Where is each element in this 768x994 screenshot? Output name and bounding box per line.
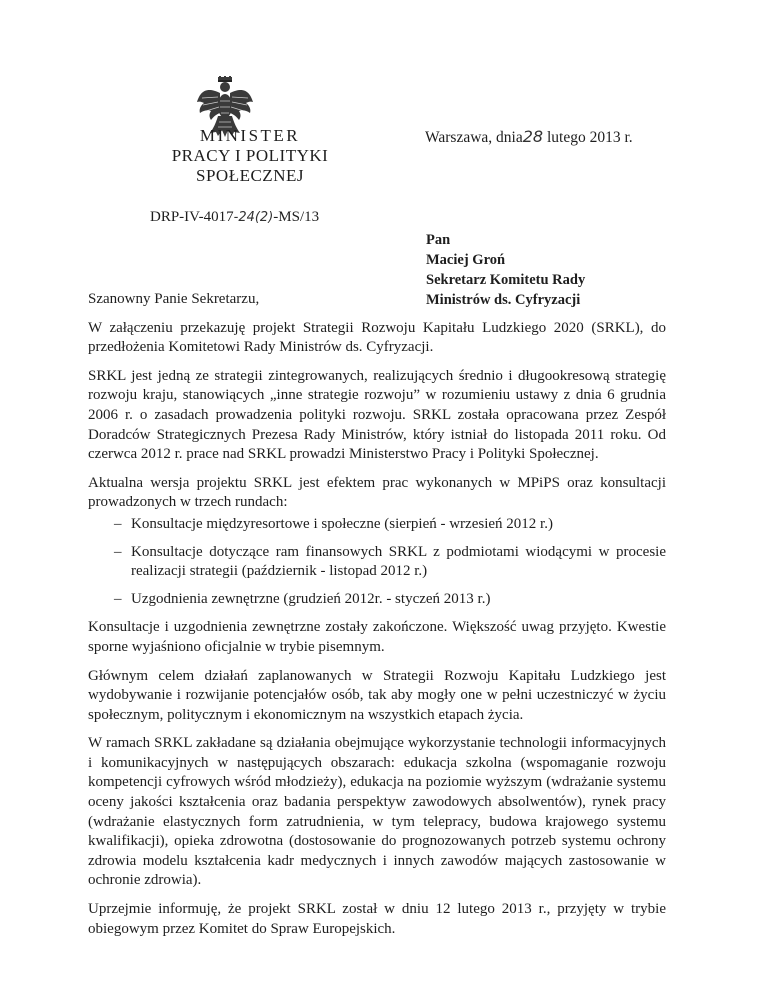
- ministry-name: [120, 126, 380, 186]
- salutation: Szanowny Panie Sekretarzu,: [88, 291, 260, 307]
- paragraph: SRKL jest jedną ze strategii zintegrowanych, realizujących średnio i długookresową strategię rozwoju kraju, stanowiących „inne strategie rozwoju” w rozumieniu ustawy z dnia 6 grudnia 2006 r. o zasadach prowadzenia polityki rozwoju. SRKL została opracowana przez Zespół Doradców Strategicznych Prezesa Rady Ministrów, który istniał do listopada 2011 roku. Od czerwca 2012 r. prace nad SRKL prowadzi Ministerstwo Pracy i Polityki Społecznej.: [88, 367, 666, 463]
- paragraph: Aktualna wersja projektu SRKL jest efektem prac wykonanych w MPiPS oraz konsultacji prowadzonych w trzech rundach:: [88, 474, 666, 511]
- addressee-line: Ministrów ds. Cyfryzacji: [426, 292, 581, 308]
- paragraph: Głównym celem działań zaplanowanych w Strategii Rozwoju Kapitału Ludzkiego jest wydobywanie i rozwijanie potencjałów osób, tak aby mogły one w pełni uczestniczyć w życiu społecznym, politycznym i ekonomicznym na wszystkich etapach życia.: [88, 667, 666, 723]
- addressee-line: Maciej Groń: [426, 252, 506, 268]
- ministry-title-line1: MINISTER: [199, 126, 301, 145]
- list-item: – Konsultacje międzyresortowe i społeczne (sierpień - wrzesień 2012 r.): [88, 515, 666, 535]
- date-day-handwritten: 28: [522, 127, 544, 146]
- paragraph: W ramach SRKL zakładane są działania obejmujące wykorzystanie technologii informacyjnych i komunikacyjnych w następujących obszarach: edukacja szkolna (wspomaganie rozwoju kompetencji cyfrowych wśród młodzieży), edukacja na poziomie wyższym (wdrażanie systemu oceny jakości kształcenia oraz badania perspektyw zawodowych absolwentów), rynek pracy (wdrażanie elastycznych form zatrudnienia, w tym telepracy, budowa krajowego systemu kwalifikacji), opieka zdrowotna (dostosowanie do prognozowanych potrzeb systemu ochrony zdrowia modelu kształcenia kadr medycznych i innych zawodów mających zastosowanie w ochronie zdrowia).: [88, 735, 666, 889]
- addressee-line: Sekretarz Komitetu Rady: [426, 272, 586, 288]
- addressee-line: Pan: [426, 232, 451, 248]
- paragraph: Konsultacje i uzgodnienia zewnętrzne zostały zakończone. Większość uwag przyjęto. Kwestie sporne wyjaśniono oficjalnie w trybie pisemnym.: [88, 619, 666, 655]
- reference-number: [150, 209, 319, 226]
- place-and-date: [425, 127, 633, 147]
- list-item: – Konsultacje dotyczące ram finansowych SRKL z podmiotami wiodącymi w procesie realizacji strategii (październik - listopad 2012 r.): [88, 543, 666, 582]
- date-suffix: lutego 2013 r.: [543, 129, 633, 146]
- ref-suffix: -MS/13: [273, 209, 320, 225]
- ref-handwritten: -24(2): [233, 210, 274, 225]
- paragraph: W załączeniu przekazuję projekt Strategii Rozwoju Kapitału Ludzkiego 2020 (SRKL), do przedłożenia Komitetowi Rady Ministrów ds. Cyfryzacji.: [88, 319, 666, 356]
- consultation-list: [88, 515, 666, 609]
- letter-body: [88, 290, 666, 948]
- date-prefix: Warszawa, dnia: [425, 129, 523, 146]
- ministry-title-line2: PRACY I POLITYKI SPOŁECZNEJ: [171, 146, 329, 185]
- list-item: – Uzgodnienia zewnętrzne (grudzień 2012r. - styczeń 2013 r.): [88, 590, 666, 610]
- ref-prefix: DRP-IV-4017: [150, 209, 234, 225]
- paragraph: Uprzejmie informuję, że projekt SRKL został w dniu 12 lutego 2013 r., przyjęty w trybie obiegowym przez Komitet do Spraw Europejskich.: [88, 901, 666, 937]
